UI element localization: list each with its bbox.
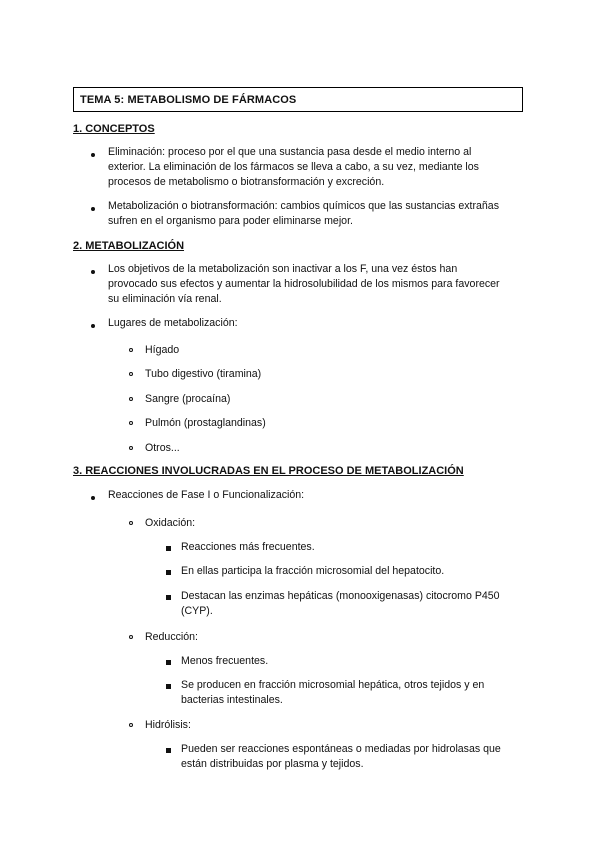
list-item: están distribuidas por plasma y tejidos. xyxy=(181,758,364,770)
list-item: Pueden ser reacciones espontáneas o mediadas por hidrolasas que xyxy=(181,743,501,755)
bullet-square xyxy=(166,748,171,753)
bullet-square xyxy=(166,570,171,575)
bullet-disc xyxy=(91,270,95,274)
text-line: sufren en el organismo para poder eliminarse mejor. xyxy=(108,215,353,227)
section-heading-reacciones: 3. REACCIONES INVOLUCRADAS EN EL PROCESO DE METABOLIZACIÓN xyxy=(73,465,464,477)
bullet-circle xyxy=(129,521,133,525)
bullet-circle xyxy=(129,397,133,401)
list-item: Reacciones más frecuentes. xyxy=(181,541,315,553)
text-line: procesos de metabolismo o biotransformación y excreción. xyxy=(108,176,385,188)
text-line: Reacciones de Fase I o Funcionalización: xyxy=(108,489,305,501)
list-item: Tubo digestivo (tiramina) xyxy=(145,368,262,380)
section-heading-conceptos: 1. CONCEPTOS xyxy=(73,123,155,135)
text-line: Lugares de metabolización: xyxy=(108,317,238,329)
list-item: Destacan las enzimas hepáticas (monooxigenasas) citocromo P450 xyxy=(181,590,500,602)
bullet-circle xyxy=(129,348,133,352)
text-line: Eliminación: proceso por el que una sustancia pasa desde el medio interno al xyxy=(108,146,472,158)
bullet-circle xyxy=(129,421,133,425)
bullet-square xyxy=(166,660,171,665)
list-item: Sangre (procaína) xyxy=(145,393,231,405)
list-item: Hígado xyxy=(145,344,180,356)
bullet-circle xyxy=(129,635,133,639)
bullet-circle xyxy=(129,372,133,376)
section-heading-metabolizacion: 2. METABOLIZACIÓN xyxy=(73,240,185,252)
title-box xyxy=(73,87,523,112)
bullet-circle xyxy=(129,723,133,727)
bullet-disc xyxy=(91,324,95,328)
bullet-square xyxy=(166,684,171,689)
text-line: su eliminación vía renal. xyxy=(108,293,222,305)
bullet-disc xyxy=(91,496,95,500)
list-item: Oxidación: xyxy=(145,517,196,529)
list-item: (CYP). xyxy=(181,605,213,617)
text-line: provocado sus efectos y aumentar la hidrosolubilidad de los mismos para favorecer xyxy=(108,278,500,290)
list-item: Hidrólisis: xyxy=(145,719,191,731)
text-line: exterior. La eliminación de los fármacos se lleva a cabo, a su vez, mediante los xyxy=(108,161,479,173)
document-title: TEMA 5: METABOLISMO DE FÁRMACOS xyxy=(80,94,297,106)
list-item: bacterias intestinales. xyxy=(181,694,283,706)
bullet-circle xyxy=(129,446,133,450)
bullet-square xyxy=(166,595,171,600)
list-item: Reducción: xyxy=(145,631,198,643)
bullet-disc xyxy=(91,153,95,157)
text-line: Los objetivos de la metabolización son inactivar a los F, una vez éstos han xyxy=(108,263,458,275)
bullet-disc xyxy=(91,207,95,211)
list-item: Otros... xyxy=(145,442,180,454)
list-item: Se producen en fracción microsomial hepática, otros tejidos y en xyxy=(181,679,485,691)
bullet-square xyxy=(166,546,171,551)
text-line: Metabolización o biotransformación: cambios químicos que las sustancias extrañas xyxy=(108,200,499,212)
list-item: En ellas participa la fracción microsomial del hepatocito. xyxy=(181,565,445,577)
list-item: Pulmón (prostaglandinas) xyxy=(145,417,266,429)
list-item: Menos frecuentes. xyxy=(181,655,269,667)
